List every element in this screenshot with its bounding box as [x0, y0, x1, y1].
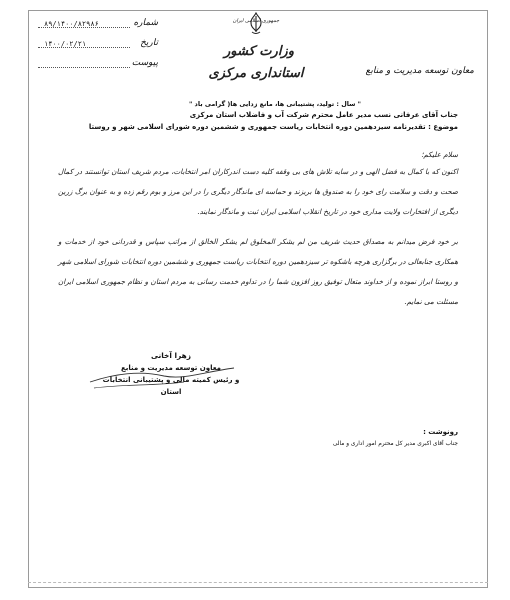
signature-block	[96, 350, 246, 398]
attachment-label: پیوست	[131, 58, 158, 68]
paragraph-2: بر خود فرض میدانم به مصداق حدیث شریف من لم یشکر المخلوق لم یشکر الخالق از مراتب سپاس و قدردانی خود از خدمات و همکاری جنابعالی در برگزاری هرچه باشکوه تر سیزدهمین دوره انتخابات ریاست جمهوری و ششمین دوره انتخابات شورای اسلامی شهر و روستا ابراز نموده و از خداوند متعال توفیق روز افزون شما را در تداوم خدمت رسانی به مردم استان و نظام جمهوری اسلامی ایران مسئلت می نمایم.	[58, 237, 458, 306]
governorate-name: استانداری مرکزی	[208, 66, 304, 81]
iran-emblem-icon	[248, 12, 264, 36]
ministry-name: وزارت کشور	[224, 44, 294, 59]
page-edge	[28, 582, 488, 583]
date-row	[38, 38, 158, 58]
issuer-heading: معاون توسعه مدیریت و منابع	[365, 66, 474, 76]
number-label: شماره	[133, 18, 158, 28]
addressee: جناب آقای عرفانی نسب مدیر عامل محترم شرکت آب و فاضلاب استان مرکزی	[189, 111, 458, 119]
letter-meta	[38, 18, 158, 78]
attachment-row	[38, 58, 158, 78]
date-label: تاریخ	[140, 38, 158, 48]
number-value: ۸۹/۱۴۰۰/۸۲۹۸۶	[44, 20, 99, 28]
number-row	[38, 18, 158, 38]
paragraph-1: اکنون که با کمال به فضل الهی و در سایه تلاش های بی وقفه کلیه دست اندرکاران امر انتخابات، مردم شریف استان توانستند در کمال صحت و دقت و سلامت رای خود را به صندوق ها بریزند و حماسه ای ماندگار دیگری را در این مرز و بوم رقم زده و به عنوان برگ زرین دیگری از افتخارات ولایت مداری خود در تاریخ انقلاب اسلامی ایران ثبت و ماندگار نمایند.	[58, 167, 458, 216]
signer-title-1: معاون توسعه مدیریت و منابع	[120, 364, 222, 372]
signer-name: زهرا آخانی	[151, 351, 191, 360]
date-value: ۱۴۰۰/۰۲/۲۱	[44, 40, 87, 48]
cc-label: رونوشت :	[423, 428, 458, 436]
cc-recipient: جناب آقای اکبری مدیر کل محترم امور اداری و مالی	[332, 441, 458, 447]
subject-label: موضوع :	[428, 123, 458, 131]
signer-title-2: و رئیس کمیته مالی و پشتیبانی انتخابات استان	[102, 376, 240, 396]
republic-line: جمهوری اسلامی ایران	[232, 18, 280, 24]
subject-line	[58, 123, 458, 131]
salutation: سلام علیکم؛	[421, 150, 458, 159]
subject-text: تقدیرنامه سیزدهمین دوره انتخابات ریاست جمهوری و ششمین دوره شورای اسلامی شهر و روستا	[88, 123, 426, 131]
year-slogan: " سال : تولید، پشتیبانی ها، مانع زدایی ها‌( گرامی باد "	[189, 100, 361, 108]
